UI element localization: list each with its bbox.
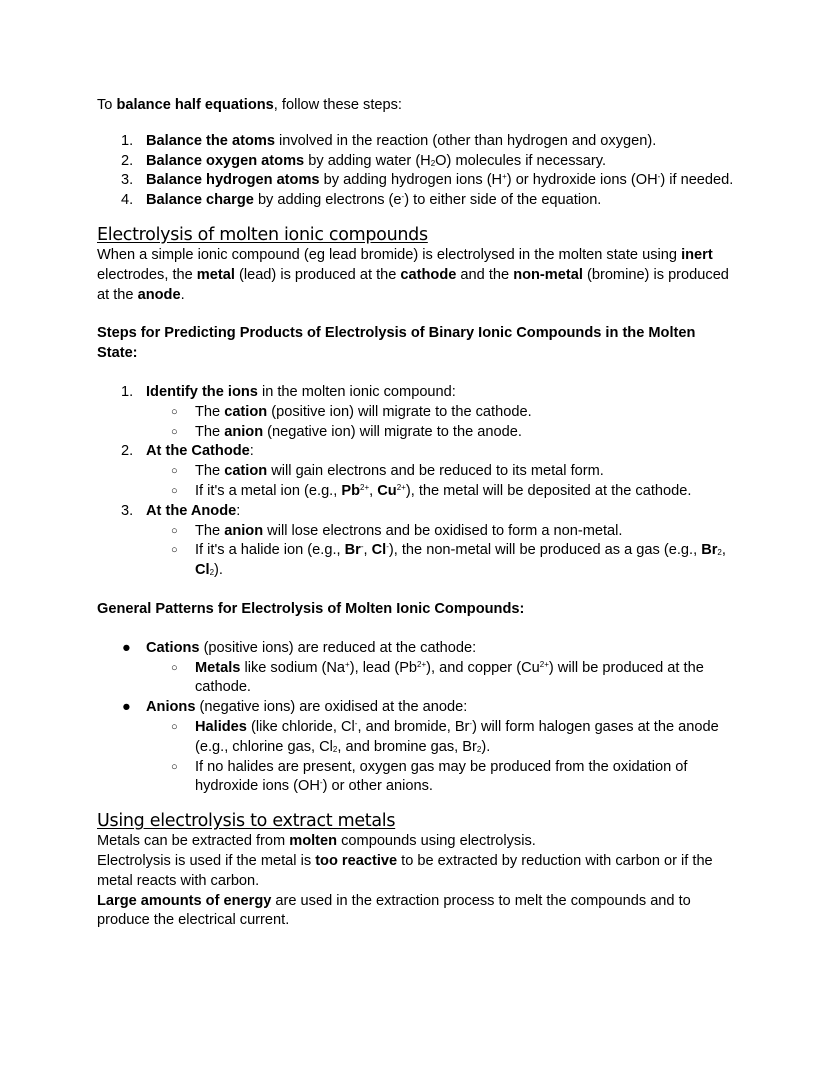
bullet-icon: ● [122,699,131,716]
list-item: 4. Balance charge by adding electrons (e-) to either side of the equation. [121,192,602,209]
spacer [97,581,737,600]
sub-list-item: ○ Halides (like chloride, Cl-, and bromide, Br-) will form halogen gases at the anode (e.g., chlorine gas, $Cl_2$, and bromine gas, $Br_2$). [171,718,719,755]
spacer [97,305,737,324]
sub-list-item: ○ The cation (positive ion) will migrate to the cathode. [146,403,737,423]
sub-list-item: ○ The cation will gain electrons and be reduced to its metal form. [146,462,737,482]
spacer [97,364,737,383]
list-item: 3. Balance hydrogen atoms by adding hydrogen ions (H+) or hydroxide ions (OH-) if needed. [121,172,734,189]
circle-bullet-icon: ○ [171,661,178,674]
extract-line: Electrolysis is used if the metal is too reactive to be extracted by reduction with carbon or if the metal reacts with carbon. [97,852,713,889]
patterns-list [97,639,737,797]
sub-list-item: ○ If it's a metal ion (e.g., $Pb^{2+}$, $Cu^{2+}$), the metal will be deposited at the cathode. [146,482,737,502]
list-item: 3. At the Anode: ○ The anion will lose electrons and be oxidised to form a non-metal. ○ If it's a halide ion (e.g., Br-, Cl-), the non-metal will be produced as a gas (e.g., $Br_2$, $Cl_2$). [97,502,737,581]
extract-line: Metals can be extracted from molten compounds using electrolysis. [97,833,536,850]
section-heading-molten: Electrolysis of molten ionic compounds [97,224,428,245]
steps-heading: Steps for Predicting Products of Electrolysis of Binary Ionic Compounds in the Molten State: [97,325,696,362]
list-item: 2. Balance oxygen atoms by adding water $(H_2O)$ molecules if necessary. [121,152,607,169]
sub-list [146,718,737,797]
circle-bullet-icon: ○ [171,425,178,438]
circle-bullet-icon: ○ [171,465,178,478]
intro-paragraph: To balance half equations, follow these steps: [97,97,402,113]
sub-list-item: ○ If it's a halide ion (e.g., Br-, Cl-), the non-metal will be produced as a gas (e.g., $Br_2$, $Cl_2$). [171,542,726,579]
sub-list [146,659,737,699]
list-item: ● Cations (positive ions) are reduced at the cathode: ○ Metals like sodium (Na+), lead $(Pb^{2+})$, and copper $(Cu^{2+})$ will be produced at the cathode. [97,639,737,698]
list-item: 1. Balance the atoms involved in the reaction (other than hydrogen and oxygen). [121,132,657,149]
circle-bullet-icon: ○ [171,544,178,557]
section-heading-extract: Using electrolysis to extract metals [97,811,396,832]
predicting-steps-list [97,383,737,581]
sub-list [146,522,737,581]
spacer [97,620,737,639]
circle-bullet-icon: ○ [171,524,178,537]
circle-bullet-icon: ○ [171,484,178,497]
molten-intro-paragraph: When a simple ionic compound (eg lead bromide) is electrolysed in the molten state using inert electrodes, the metal (lead) is produced at the cathode and the non-metal (bromine) is produced at the anode. [97,246,729,303]
circle-bullet-icon: ○ [171,405,178,418]
bullet-icon: ● [122,639,131,656]
circle-bullet-icon: ○ [171,720,178,733]
circle-bullet-icon: ○ [171,760,178,773]
list-item: 1. Identify the ions in the molten ionic compound: ○ The cation (positive ion) will migrate to the cathode. ○ The anion (negative ion) will migrate to the anode. [97,383,737,442]
sub-list-item: ○ The anion will lose electrons and be oxidised to form a non-metal. [146,522,737,542]
sub-list-item: ○ Metals like sodium (Na+), lead $(Pb^{2+})$, and copper $(Cu^{2+})$ will be produced at the cathode. [171,659,704,696]
sub-list-item: ○ The anion (negative ion) will migrate to the anode. [146,423,737,443]
sub-list-item: ○ If no halides are present, oxygen gas may be produced from the oxidation of hydroxide ions (OH-) or other anions. [171,758,688,795]
list-item: 2. At the Cathode: ○ The cation will gain electrons and be reduced to its metal form. ○ If it's a metal ion (e.g., $Pb^{2+}$, $Cu^{2+}$), the metal will be deposited at the cathode. [97,442,737,501]
extract-line: Large amounts of energy are used in the extraction process to melt the compounds and to produce the electrical current. [97,892,691,929]
sub-list [146,403,737,443]
list-item: ● Anions (negative ions) are oxidised at the anode: ○ Halides (like chloride, Cl-, and bromide, Br-) will form halogen gases at the anode (e.g., chlorine gas, $Cl_2$, and bromine gas, $Br_2$). ○ If no halides are present, oxygen gas may be produced from the oxidation of hydroxide ions (OH-) or other anions. [97,698,737,797]
patterns-heading: General Patterns for Electrolysis of Molten Ionic Compounds: [97,600,525,617]
balance-steps-list [97,132,737,211]
sub-list [146,462,737,502]
